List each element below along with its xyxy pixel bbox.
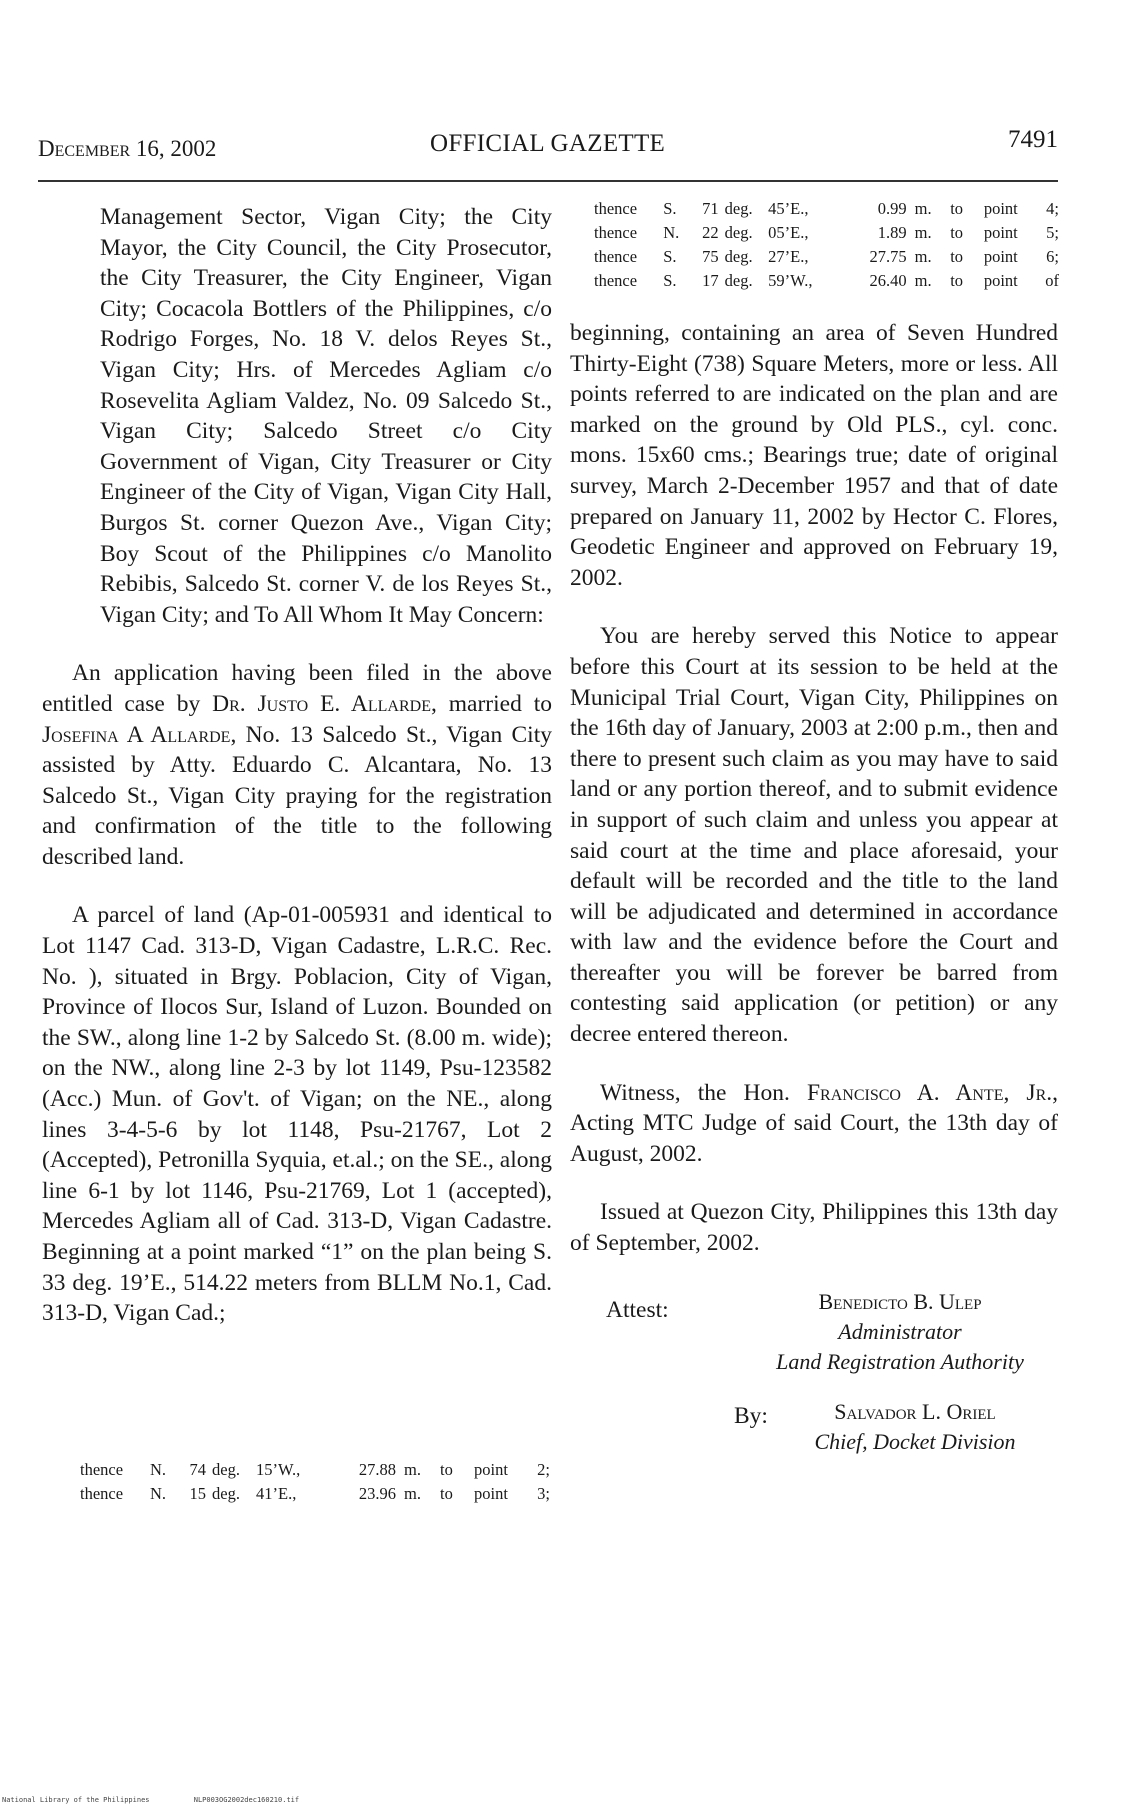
bearings-table-right [594,197,1059,293]
bearing-distance: 23.96 [358,1484,396,1503]
bearing-row [594,245,1059,269]
spouse-name: Josefina A Allarde [42,721,231,748]
bearing-point-number: 4; [1046,199,1060,218]
issued-paragraph: Issued at Quezon City, Philippines this 13th day of September, 2002. [570,1199,1058,1257]
bearing-minutes: 15’W., [256,1460,301,1479]
application-text-3: , No. 13 Salcedo St., Vigan City assisted by Atty. Eduardo C. Alcantara, No. 13 Salcedo St., Vigan City praying for the registration and confirmation of the title to the following described land. [42,721,552,870]
bearing-to: to [950,223,964,242]
bearing-degrees: 17 [702,271,719,290]
bearing-row [80,1482,556,1506]
bearing-degrees: 74 [189,1460,206,1479]
header-rule [38,180,1058,182]
bearing-point-number: 2; [537,1460,550,1479]
bearing-deg-word: deg. [724,271,753,290]
bearing-to: to [950,247,964,266]
attest-block [570,1287,1058,1377]
bearing-minutes: 27’E., [768,247,809,266]
left-column [42,202,552,1329]
bearing-distance: 1.89 [877,223,907,242]
bearing-deg-word: deg. [212,1460,240,1479]
bearing-to: to [440,1484,453,1503]
bearing-unit: m. [404,1460,421,1479]
bearing-minutes: 59’W., [768,271,813,290]
bearing-degrees: 75 [702,247,719,266]
authority-name: Land Registration Authority [776,1348,1024,1374]
applicant-name: Dr. Justo E. Allarde [212,690,431,717]
bearings-table-left [80,1458,556,1506]
bearing-direction: N. [663,223,680,242]
docket-chief-name: Salvador L. Oriel [834,1398,996,1424]
bearing-deg-word: deg. [724,223,753,242]
bearing-degrees: 22 [702,223,719,242]
beginning-paragraph: beginning, containing an area of Seven Hundred Thirty-Eight (738) Square Meters, more or less. All points referred to are indicated on the plan and are marked on the ground by Old PLS., cyl. conc. mons. 15x60 cms.; Bearings true; date of original survey, March 2-December 1957 and that of date prepared on January 11, 2002 by Hector C. Flores, Geodetic Engineer and approved on February 19, 2002. [570,320,1058,591]
application-text-1: An application having been filed in the above entitled case by [42,660,552,717]
bearing-thence: thence [594,271,638,290]
witness-text-2: , Acting MTC Judge of said Court, the 13th day of August, 2002. [570,1079,1059,1167]
bearing-minutes: 05’E., [768,223,809,242]
administrator-title: Administrator [838,1318,962,1344]
bearing-minutes: 41’E., [256,1484,297,1503]
bearing-deg-word: deg. [212,1484,240,1503]
bearing-point: point [983,271,1018,290]
bearing-unit: m. [914,223,932,242]
bearing-direction: S. [663,199,677,218]
judge-name: Francisco A. Ante, Jr. [806,1079,1053,1106]
witness-paragraph [570,1078,1058,1170]
page-number: 7491 [1008,126,1058,153]
bearing-distance: 27.88 [358,1460,396,1479]
attest-label: Attest: [606,1296,669,1323]
bearing-distance: 0.99 [877,199,907,218]
bearing-unit: m. [404,1484,421,1503]
bearing-to: to [950,199,964,218]
bearing-unit: m. [914,271,932,290]
by-label: By: [734,1402,768,1429]
application-text-2: , married to [430,690,553,717]
bearing-deg-word: deg. [724,199,753,218]
witness-text-1: Witness, the Hon. [600,1079,790,1106]
page-header [38,126,1058,164]
bearing-direction: N. [150,1484,167,1503]
bearing-to: to [440,1460,453,1479]
bearing-row [594,197,1059,221]
bearing-thence: thence [594,247,638,266]
issue-date: December 16, 2002 [38,136,217,161]
bearing-direction: S. [663,271,677,290]
addressees-paragraph: Management Sector, Vigan City; the City Mayor, the City Council, the City Prosecutor, the City Treasurer, the City Engineer, Vigan City; Cocacola Bottlers of the Philippines, c/o Rodrigo Forges, No. 18 V. delos Reyes St., Vigan City; Hrs. of Mercedes Agliam c/o Rosevelita Agliam Valdez, No. 09 Salcedo St., Vigan City; Salcedo Street c/o City Government of Vigan, City Treasurer or City Engineer of the City of Vigan, Vigan City Hall, Burgos St. corner Quezon Ave., Vigan City; Boy Scout of the Philippines c/o Manolito Rebibis, Salcedo St. corner V. de los Reyes St., Vigan City; and To All Whom It May Concern: [100,204,552,628]
bearing-point-number: of [1045,271,1060,290]
bearing-distance: 26.40 [869,271,907,290]
bearing-row [80,1458,556,1482]
bearing-minutes: 45’E., [768,199,809,218]
bearing-point: point [474,1484,508,1503]
bearing-point: point [983,247,1018,266]
bearing-point: point [983,199,1018,218]
footer-filename: NLP003OG2002dec160210.tif [193,1796,300,1804]
bearing-deg-word: deg. [724,247,753,266]
docket-chief-signature [780,1397,1050,1457]
docket-chief-title: Chief, Docket Division [814,1428,1016,1454]
bearing-point-number: 5; [1046,223,1060,242]
footer-source: National Library of the Philippines [2,1796,150,1804]
administrator-name: Benedicto B. Ulep [818,1288,982,1314]
publication-title: OFFICIAL GAZETTE [430,130,666,157]
administrator-signature [750,1287,1050,1377]
bearing-to: to [950,271,964,290]
scan-footer [2,1796,339,1804]
bearing-degrees: 71 [702,199,719,218]
application-paragraph [42,658,552,872]
right-column [570,318,1058,1467]
bearing-point: point [983,223,1018,242]
bearing-row [594,221,1059,245]
bearing-thence: thence [594,199,638,218]
parcel-description: A parcel of land (Ap-01-005931 and identical to Lot 1147 Cad. 313-D, Vigan Cadastre, L.R.C. Rec. No. ), situated in Brgy. Poblacion, City of Vigan, Province of Ilocos Sur, Island of Luzon. Bounded on the SW., along line 1-2 by Salcedo St. (8.00 m. wide); on the NW., along line 2-3 by lot 1149, Psu-123582 (Acc.) Mun. of Gov't. of Vigan; on the NE., along lines 3-4-5-6 by lot 1148, Psu-21767, Lot 2 (Accepted), Petronilla Syquia, et.al.; on the SE., along line 6-1 by lot 1146, Psu-21769, Lot 1 (accepted), Mercedes Agliam all of Cad. 313-D, Vigan Cadastre. Beginning at a point marked “1” on the plan being S. 33 deg. 19’E., 514.22 meters from BLLM No.1, Cad. 313-D, Vigan Cad.; [42,902,552,1327]
bearing-point-number: 3; [537,1484,550,1503]
notice-paragraph: You are hereby served this Notice to appear before this Court at its session to be held at the Municipal Trial Court, Vigan City, Philippines on the 16th day of January, 2003 at 2:00 p.m., then and there to present such claim as you may have to said land or any portion thereof, and to submit evidence in support of such claim and unless you appear at said court at the time and place aforesaid, your default will be recorded and the title to the land will be adjudicated and determined in accordance with law and the evidence before the Court and thereafter you will be forever be barred from contesting said application (or petition) or any decree entered thereon. [570,623,1058,1048]
bearing-thence: thence [594,223,638,242]
bearing-thence: thence [80,1460,124,1479]
bearing-point: point [474,1460,508,1479]
bearing-direction: S. [663,247,677,266]
bearing-point-number: 6; [1046,247,1060,266]
bearing-row [594,269,1059,293]
by-block [570,1397,1058,1467]
bearing-thence: thence [80,1484,124,1503]
bearing-direction: N. [150,1460,167,1479]
bearing-distance: 27.75 [869,247,907,266]
bearing-degrees: 15 [189,1484,206,1503]
bearing-unit: m. [914,199,932,218]
bearing-unit: m. [914,247,932,266]
